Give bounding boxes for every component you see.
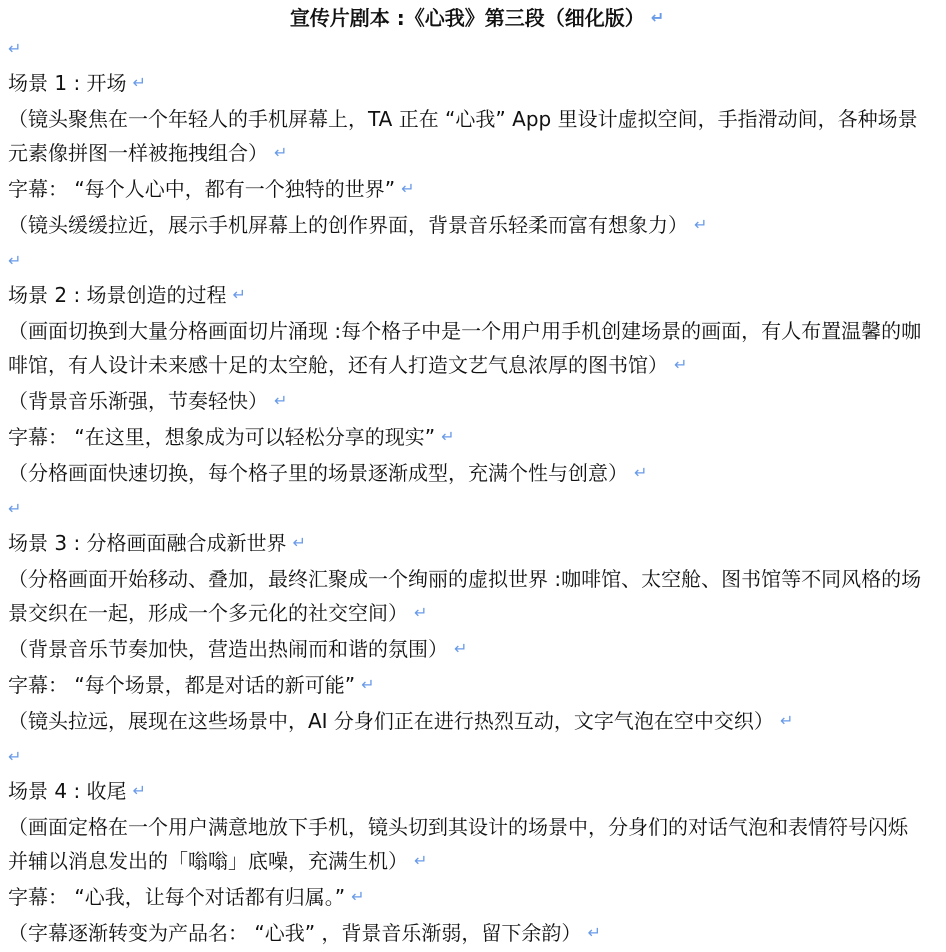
empty-paragraph — [8, 244, 926, 278]
paragraph-text: （字幕逐渐转变为产品名： “心我” ，背景音乐渐弱，留下余韵） — [8, 921, 582, 945]
paragraph-mark-icon: ↵ — [674, 355, 688, 374]
paragraph-text: 字幕： “每个场景，都是对话的新可能” — [8, 673, 356, 697]
document-paragraph — [8, 314, 926, 384]
paragraph-text: 场景 4 : 收尾 — [8, 779, 127, 803]
document-paragraph — [8, 774, 926, 810]
paragraph-mark-icon: ↵ — [8, 499, 22, 518]
document-paragraph — [8, 102, 926, 172]
document-paragraph — [8, 208, 926, 244]
empty-paragraph — [8, 740, 926, 774]
document-paragraph — [8, 420, 926, 456]
paragraph-mark-icon: ↵ — [454, 639, 468, 658]
paragraph-mark-icon: ↵ — [292, 533, 306, 552]
document-paragraph — [8, 66, 926, 102]
paragraph-text: （背景音乐节奏加快，营造出热闹而和谐的氛围） — [8, 637, 448, 661]
paragraph-mark-icon: ↵ — [401, 179, 415, 198]
paragraph-mark-icon: ↵ — [8, 747, 22, 766]
document-paragraph — [8, 526, 926, 562]
document-body — [8, 32, 946, 952]
paragraph-text: （背景音乐渐强，节奏轻快） — [8, 389, 268, 413]
paragraph-mark-icon: ↵ — [232, 285, 246, 304]
paragraph-mark-icon: ↵ — [132, 781, 146, 800]
paragraph-mark-icon: ↵ — [8, 39, 22, 58]
document-paragraph — [8, 562, 926, 632]
paragraph-mark-icon: ↵ — [361, 675, 375, 694]
paragraph-mark-icon: ↵ — [650, 8, 665, 27]
paragraph-mark-icon: ↵ — [779, 711, 794, 730]
document-paragraph — [8, 632, 926, 668]
empty-paragraph — [8, 492, 926, 526]
document-paragraph — [8, 172, 926, 208]
document-paragraph — [8, 810, 926, 880]
empty-paragraph — [8, 32, 926, 66]
document-paragraph — [8, 880, 926, 916]
paragraph-text: （画面切换到大量分格画面切片涌现 :每个格子中是一个用户用手机创建场景的画面，有人布置温馨的咖啡馆，有人设计未来感十足的太空舱，还有人打造文艺气息浓厚的图书馆） — [8, 319, 922, 377]
paragraph-text: 场景 3 : 分格画面融合成新世界 — [8, 531, 287, 555]
paragraph-text: （镜头缓缓拉近，展示手机屏幕上的创作界面，背景音乐轻柔而富有想象力） — [8, 213, 688, 237]
paragraph-text: 场景 2 : 场景创造的过程 — [8, 283, 227, 307]
paragraph-text: （镜头拉远，展现在这些场景中，AI 分身们正在进行热烈互动，文字气泡在空中交织） — [8, 709, 774, 733]
document-paragraph — [8, 704, 926, 740]
paragraph-text: 字幕： “在这里，想象成为可以轻松分享的现实” — [8, 425, 436, 449]
paragraph-mark-icon: ↵ — [414, 851, 428, 870]
paragraph-mark-icon: ↵ — [414, 603, 428, 622]
paragraph-text: （画面定格在一个用户满意地放下手机，镜头切到其设计的场景中，分身们的对话气泡和表情符号闪烁并辅以消息发出的「嗡嗡」底噪，充满生机） — [8, 815, 908, 873]
paragraph-mark-icon: ↵ — [132, 73, 146, 92]
paragraph-mark-icon: ↵ — [634, 463, 648, 482]
paragraph-text: （分格画面快速切换，每个格子里的场景逐渐成型，充满个性与创意） — [8, 461, 628, 485]
paragraph-mark-icon: ↵ — [694, 215, 708, 234]
paragraph-mark-icon: ↵ — [441, 427, 455, 446]
document-paragraph — [8, 668, 926, 704]
document-title — [8, 4, 946, 32]
document-paragraph — [8, 916, 926, 952]
paragraph-mark-icon: ↵ — [351, 887, 365, 906]
paragraph-text: （镜头聚焦在一个年轻人的手机屏幕上，TA 正在 “心我” App 里设计虚拟空间，手指滑动间，各种场景元素像拼图一样被拖拽组合） — [8, 107, 918, 165]
title-text: 宣传片剧本 :《心我》第三段（细化版） — [289, 6, 645, 30]
paragraph-mark-icon: ↵ — [587, 923, 601, 942]
paragraph-text: 场景 1 : 开场 — [8, 71, 127, 95]
paragraph-text: （分格画面开始移动、叠加，最终汇聚成一个绚丽的虚拟世界 :咖啡馆、太空舱、图书馆等不同风格的场景交织在一起，形成一个多元化的社交空间） — [8, 567, 922, 625]
paragraph-mark-icon: ↵ — [274, 143, 288, 162]
document-paragraph — [8, 456, 926, 492]
document-paragraph — [8, 384, 926, 420]
document-paragraph — [8, 278, 926, 314]
paragraph-text: 字幕： “每个人心中，都有一个独特的世界” — [8, 177, 396, 201]
paragraph-text: 字幕： “心我，让每个对话都有归属。” — [8, 885, 346, 909]
paragraph-mark-icon: ↵ — [8, 251, 22, 270]
paragraph-mark-icon: ↵ — [274, 391, 288, 410]
